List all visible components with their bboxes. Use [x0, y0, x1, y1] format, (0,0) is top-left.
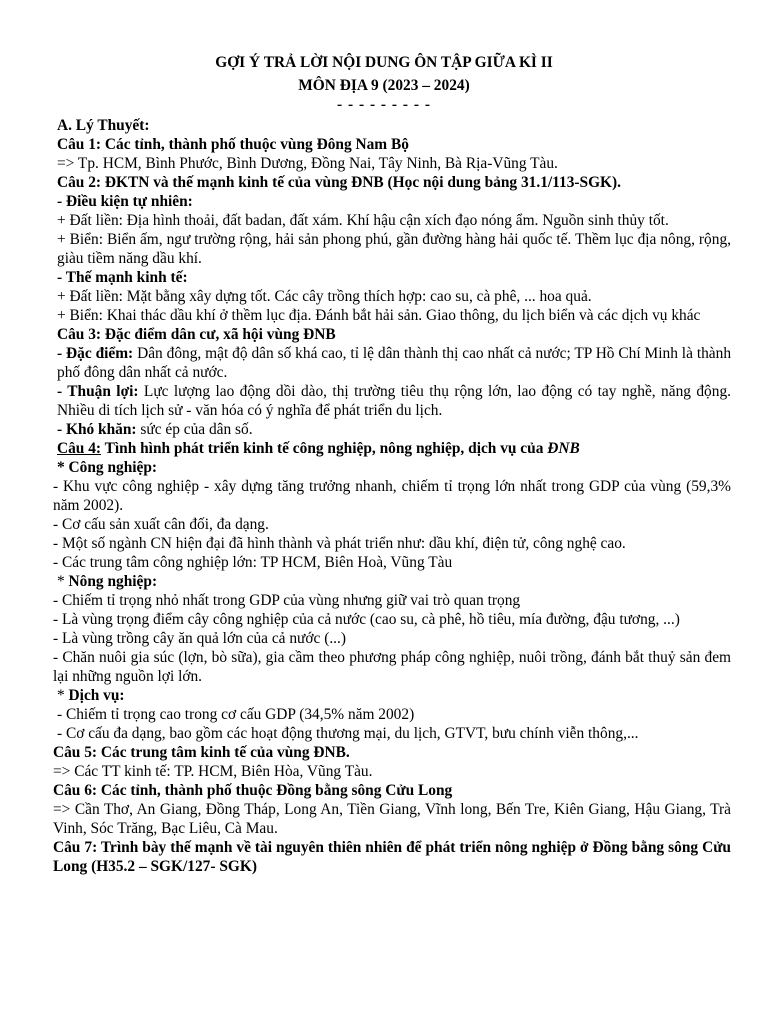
document-body: [53, 116, 732, 876]
advantages-text: Lực lượng lao động dồi dào, thị trường tiêu thụ rộng lớn, lao động có tay nghề, năng động. Nhiều di tích lịch sử - văn hóa có ý nghĩa để phát triển du lịch.: [57, 383, 731, 419]
question-4-text: Tình hình phát triển kinh tế công nghiệp, nông nghiệp, dịch vụ của: [101, 440, 548, 457]
services-heading: [57, 686, 731, 705]
characteristics-text: Dân đông, mật độ dân số khá cao, tỉ lệ dân thành thị cao nhất cả nước; TP Hồ Chí Minh là thành phố đông dân nhất cả nước.: [57, 345, 732, 381]
question-1-answer: => Tp. HCM, Bình Phước, Bình Dương, Đồng Nai, Tây Ninh, Bà Rịa-Vũng Tàu.: [57, 155, 558, 172]
question-4-region: ĐNB: [547, 440, 580, 457]
population-advantages: [57, 382, 731, 420]
question-5-title: Câu 5: Các trung tâm kinh tế của vùng ĐNB.: [53, 744, 350, 761]
question-3-title: Câu 3: Đặc điểm dân cư, xã hội vùng ĐNB: [57, 326, 336, 343]
question-6-title: Câu 6: Các tỉnh, thành phố thuộc Đồng bằng sông Cửu Long: [53, 782, 453, 799]
bullet-star: *: [57, 687, 69, 704]
list-item: - Chăn nuôi gia súc (lợn, bò sữa), gia cầm theo phương pháp công nghiệp, nuôi trồng, đánh bắt thuỷ sản đem lại những nguồn lợi lớn.: [53, 649, 731, 685]
agriculture-heading-label: Nông nghiệp:: [68, 573, 158, 590]
question-1-title: Câu 1: Các tỉnh, thành phố thuộc vùng Đông Nam Bộ: [57, 136, 409, 153]
economic-strengths-land: + Đất liền: Mặt bằng xây dựng tốt. Các cây trồng thích hợp: cao su, cà phê, ... hoa quả.: [57, 288, 592, 305]
list-item: - Chiếm tỉ trọng nhỏ nhất trong GDP của vùng nhưng giữ vai trò quan trọng: [53, 592, 521, 609]
advantages-label: - Thuận lợi:: [57, 383, 139, 400]
question-6-answer: => Cần Thơ, An Giang, Đồng Tháp, Long An, Tiền Giang, Vĩnh long, Bến Tre, Kiên Giang, Hậu Giang, Trà Vinh, Sóc Trăng, Bạc Liêu, Cà Mau.: [53, 801, 731, 837]
question-5-answer: => Các TT kinh tế: TP. HCM, Biên Hòa, Vũng Tàu.: [53, 763, 373, 780]
question-4-title: [57, 439, 731, 458]
document-title: GỢI Ý TRẢ LỜI NỘI DUNG ÔN TẬP GIỮA KÌ II: [215, 54, 553, 71]
list-item: - Một số ngành CN hiện đại đã hình thành và phát triển như: dầu khí, điện tử, công nghệ cao.: [53, 535, 626, 552]
question-4-label: Câu 4:: [57, 440, 102, 457]
natural-conditions-land: + Đất liền: Địa hình thoải, đất badan, đất xám. Khí hậu cận xích đạo nóng ẩm. Nguồn sinh thủy tốt.: [57, 212, 669, 229]
difficulties-text: sức ép của dân số.: [136, 421, 253, 438]
services-heading-label: Dịch vụ:: [68, 687, 125, 704]
natural-conditions-sea: + Biển: Biển ấm, ngư trường rộng, hải sản phong phú, gần đường hàng hải quốc tế. Thềm lục địa nông, rộng, giàu tiềm năng dầu khí.: [57, 231, 731, 267]
list-item: - Cơ cấu sản xuất cân đối, đa dạng.: [53, 516, 269, 533]
list-item: - Các trung tâm công nghiệp lớn: TP HCM, Biên Hoà, Vũng Tàu: [53, 554, 453, 571]
header-separator: - - - - - - - - -: [337, 96, 431, 113]
section-heading: A. Lý Thuyết:: [57, 117, 150, 134]
agriculture-heading: [57, 572, 731, 591]
list-item: - Là vùng trồng cây ăn quả lớn của cả nước (...): [53, 630, 346, 647]
population-characteristics: [57, 344, 731, 382]
question-2-title: Câu 2: ĐKTN và thế mạnh kinh tế của vùng ĐNB (Học nội dung bảng 31.1/113-SGK).: [57, 174, 621, 191]
services-list: [57, 705, 731, 743]
list-item: - Khu vực công nghiệp - xây dựng tăng trưởng nhanh, chiếm tỉ trọng lớn nhất trong GDP của vùng (59,3% năm 2002).: [53, 478, 731, 514]
question-5-block: [53, 743, 731, 876]
economic-strengths-sea: + Biển: Khai thác dầu khí ở thềm lục địa. Đánh bắt hải sản. Giao thông, du lịch biển và các dịch vụ khác: [57, 307, 701, 324]
list-item: - Cơ cấu đa dạng, bao gồm các hoạt động thương mại, du lịch, GTVT, bưu chính viễn thông,...: [57, 725, 639, 742]
natural-conditions-heading: - Điều kiện tự nhiên:: [57, 193, 193, 210]
population-difficulties: [57, 420, 731, 439]
question-7-title: Câu 7: Trình bày thế mạnh về tài nguyên thiên nhiên để phát triển nông nghiệp ở Đồng bằng sông Cửu Long (H35.2 – SGK/127- SGK): [53, 839, 731, 875]
bullet-star: *: [57, 573, 69, 590]
agriculture-list: [53, 591, 731, 686]
characteristics-label: - Đặc điểm:: [57, 345, 134, 362]
difficulties-label: - Khó khăn:: [57, 421, 137, 438]
economic-strengths-heading: - Thế mạnh kinh tế:: [57, 269, 188, 286]
list-item: - Là vùng trọng điểm cây công nghiệp của cả nước (cao su, cà phê, hồ tiêu, mía đường, đậu tương, ...): [53, 611, 680, 628]
industry-list: [53, 477, 731, 572]
industry-heading: * Công nghiệp:: [57, 459, 158, 476]
document-subtitle: MÔN ĐỊA 9 (2023 – 2024): [298, 77, 470, 94]
list-item: - Chiếm tỉ trọng cao trong cơ cấu GDP (34,5% năm 2002): [57, 706, 415, 723]
